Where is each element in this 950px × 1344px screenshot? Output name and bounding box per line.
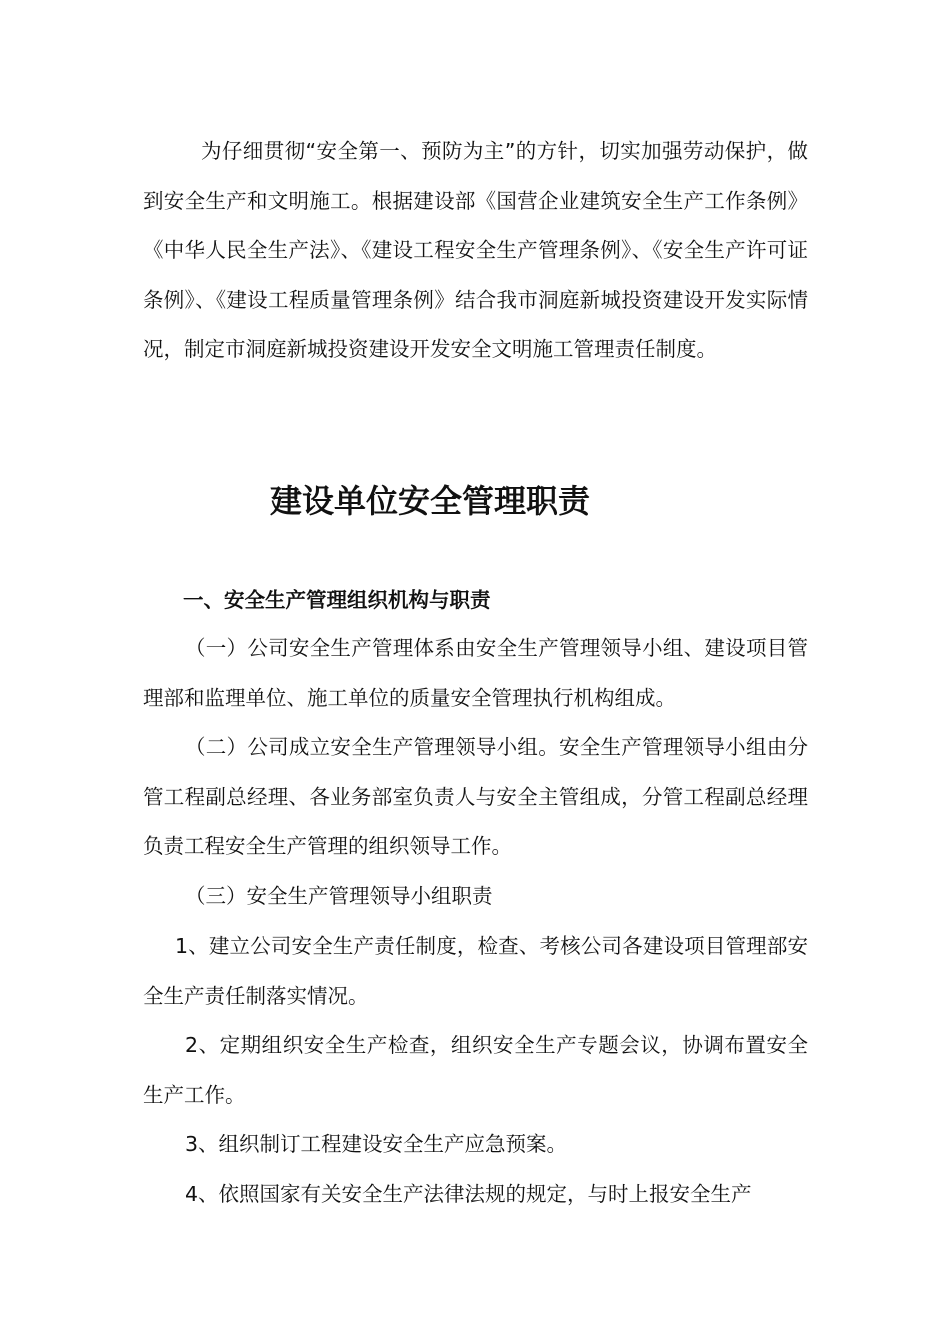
paragraph-7: 4、依照国家有关安全生产法律法规的规定，与时上报安全生产 — [185, 1182, 752, 1206]
paragraph-2: （二）公司成立安全生产管理领导小组。安全生产管理领导小组由分管工程副总经理、各业务部室负责人与安全主管组成，分管工程副总经理负责工程安全生产管理的组织领导工作。 — [143, 735, 808, 858]
paragraph-5: 2、定期组织安全生产检查，组织安全生产专题会议，协调布置安全生产工作。 — [143, 1033, 808, 1107]
section-heading: 一、安全生产管理组织机构与职责 — [183, 588, 491, 612]
paragraph-3: （三）安全生产管理领导小组职责 — [185, 884, 493, 908]
paragraph-4: 1、建立公司安全生产责任制度，检查、考核公司各建设项目管理部安全生产责任制落实情况。 — [143, 934, 808, 1008]
intro-paragraph: 为仔细贯彻“安全第一、预防为主”的方针，切实加强劳动保护，做到安全生产和文明施工。根据建设部《国营企业建筑安全生产工作条例》《中华人民全生产法》、《建设工程安全生产管理条例》、《安全生产许可证条例》、《建设工程质量管理条例》结合我市洞庭新城投资建设开发实际情况，制定市洞庭新城投资建设开发安全文明施工管理责任制度。 — [143, 139, 808, 361]
page-title: 建设单位安全管理职责 — [269, 482, 590, 520]
paragraph-6: 3、组织制订工程建设安全生产应急预案。 — [185, 1132, 568, 1156]
paragraph-1: （一）公司安全生产管理体系由安全生产管理领导小组、建设项目管理部和监理单位、施工单位的质量安全管理执行机构组成。 — [143, 636, 808, 710]
